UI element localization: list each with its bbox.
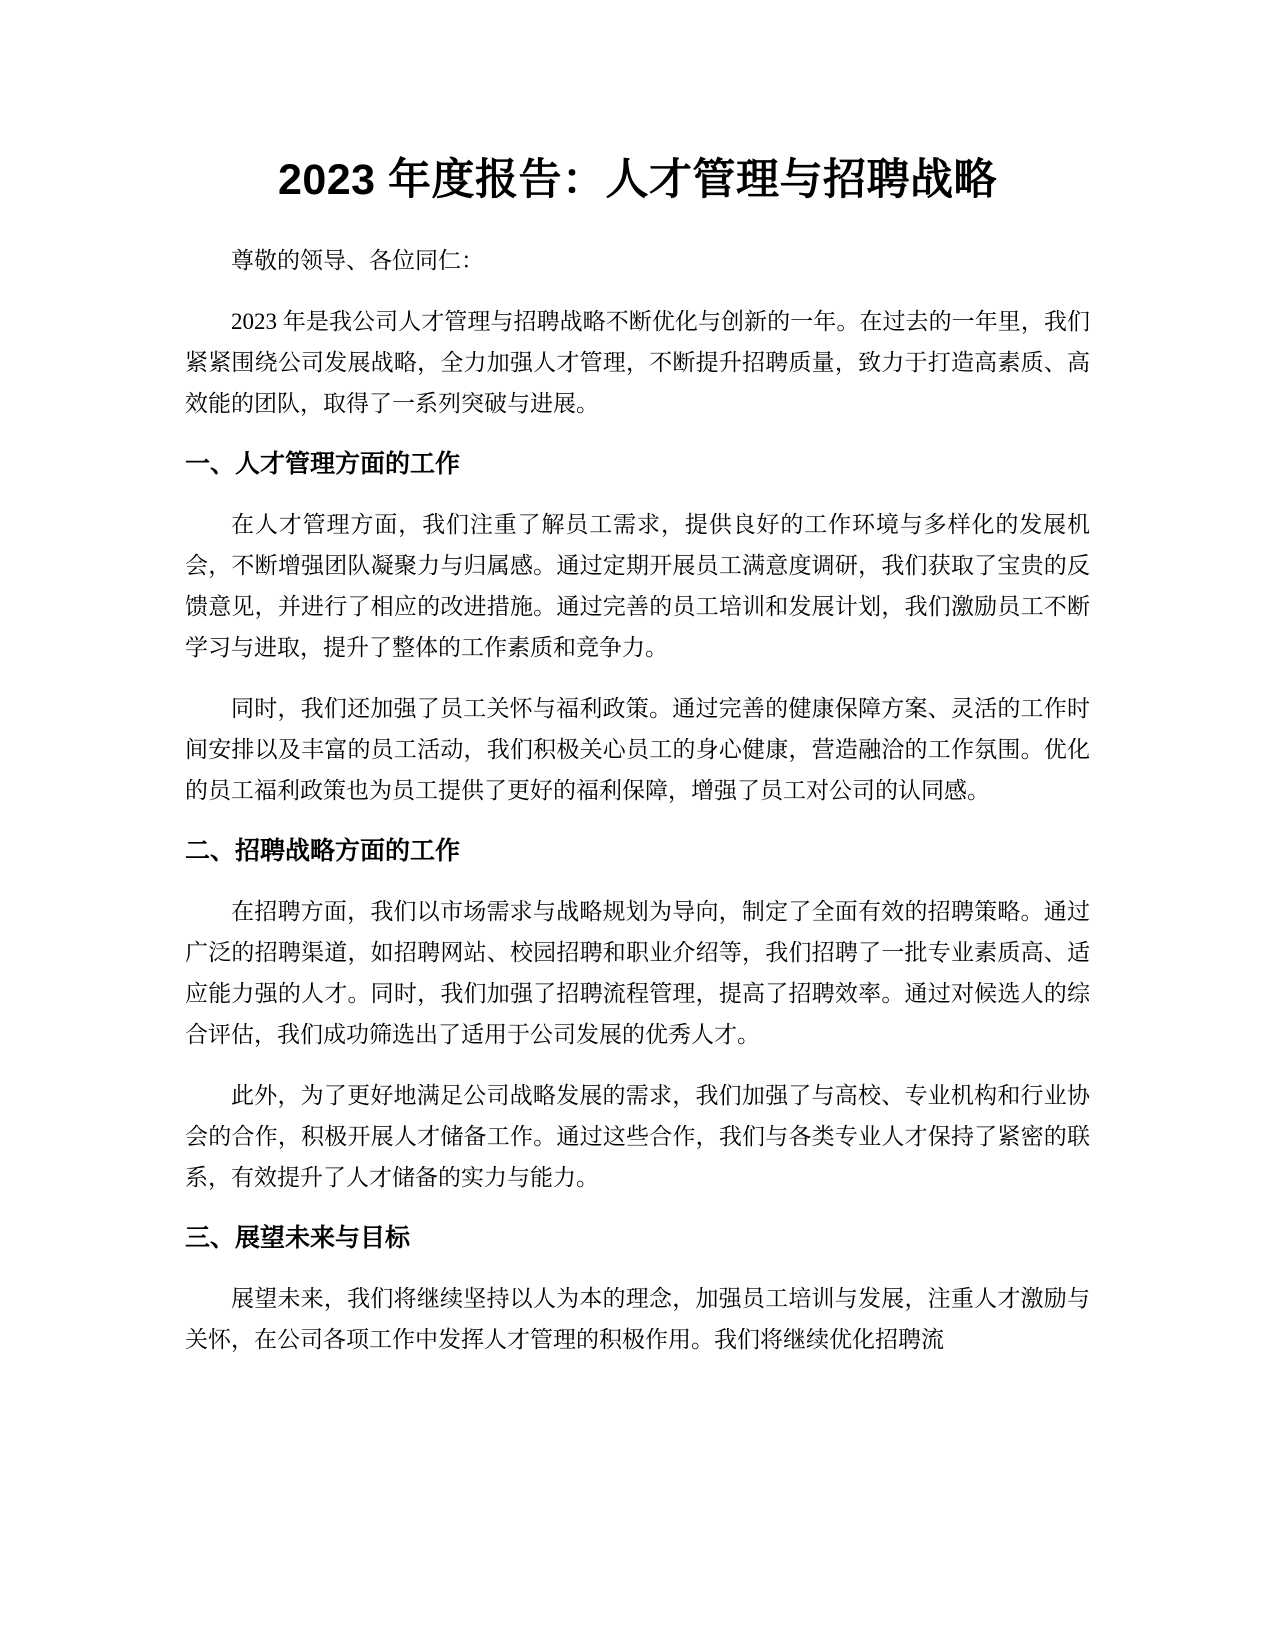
section-heading-outlook-goals: 三、展望未来与目标 — [185, 1224, 411, 1252]
section-paragraph: 此外，为了更好地满足公司战略发展的需求，我们加强了与高校、专业机构和行业协会的合作，积极开展人才储备工作。通过这些合作，我们与各类专业人才保持了紧密的联系，有效提升了人才储备的实力与能力。 — [185, 1083, 1090, 1190]
greeting-paragraph: 尊敬的领导、各位同仁： — [231, 248, 484, 273]
section-paragraph: 在招聘方面，我们以市场需求与战略规划为导向，制定了全面有效的招聘策略。通过广泛的招聘渠道，如招聘网站、校园招聘和职业介绍等，我们招聘了一批专业素质高、适应能力强的人才。同时，我们加强了招聘流程管理，提高了招聘效率。通过对候选人的综合评估，我们成功筛选出了适用于公司发展的优秀人才。 — [185, 899, 1090, 1047]
document-title: 2023 年度报告：人才管理与招聘战略 — [277, 156, 998, 204]
section-paragraph: 同时，我们还加强了员工关怀与福利政策。通过完善的健康保障方案、灵活的工作时间安排以及丰富的员工活动，我们积极关心员工的身心健康，营造融洽的工作氛围。优化的员工福利政策也为员工提供了更好的福利保障，增强了员工对公司的认同感。 — [185, 696, 1090, 803]
section-paragraph: 展望未来，我们将继续坚持以人为本的理念，加强员工培训与发展，注重人才激励与关怀，在公司各项工作中发挥人才管理的积极作用。我们将继续优化招聘流 — [185, 1286, 1090, 1352]
section-paragraph: 在人才管理方面，我们注重了解员工需求，提供良好的工作环境与多样化的发展机会，不断增强团队凝聚力与归属感。通过定期开展员工满意度调研，我们获取了宝贵的反馈意见，并进行了相应的改进措施。通过完善的员工培训和发展计划，我们激励员工不断学习与进取，提升了整体的工作素质和竞争力。 — [185, 512, 1090, 660]
section-heading-talent-management: 一、人才管理方面的工作 — [185, 450, 461, 478]
section-heading-recruitment-strategy: 二、招聘战略方面的工作 — [185, 837, 461, 865]
document-body — [185, 148, 1090, 1380]
intro-paragraph: 2023 年是我公司人才管理与招聘战略不断优化与创新的一年。在过去的一年里，我们紧紧围绕公司发展战略，全力加强人才管理，不断提升招聘质量，致力于打造高素质、高效能的团队，取得了一系列突破与进展。 — [185, 309, 1090, 416]
